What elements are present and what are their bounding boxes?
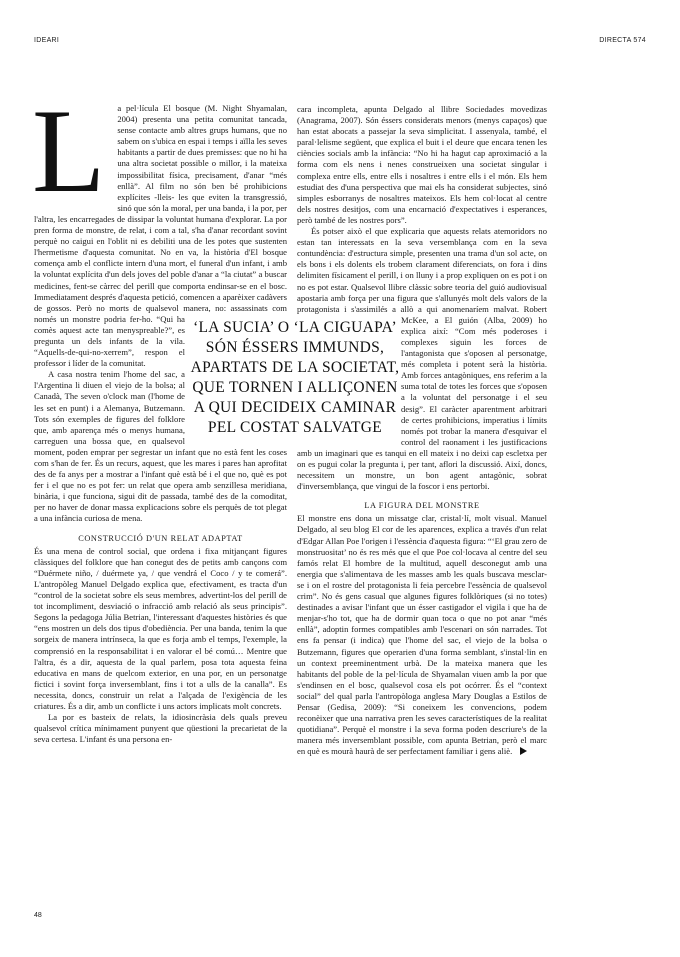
paragraph-text: El monstre ens dona un missatge clar, cristal·lí, molt visual. Manuel Delgado, al seu blog El cor de les aparences, explica a través d'un relat d'Edgar Allan Poe l'origen i l'essència d'aquesta figura: “‘El grau zero de monstruositat’ no és res més que el que Poe col·locava al centre del seu famós relat El hombre de la multitud, aquell desconegut amb una energia que s'alimentava de les masses amb les quals buscava mesclar-se i on el rostre del protagonista li feia percebre l'essència de qualsevol crim”. No és gens casual que algunes figures folklòriques (si no totes) destinades a avisar l'infant que un ésser castigador el vigila i que ha de menjar-s'ho tot, que ha de dormir quan toca o que no pot anar “més enllà”, adoptin formes compatibles amb l'escenari on són narrades. Tot ens fa pensar (i indica) que l'home del sac, el viejo de la bolsa o Butzemann, figures que operarien d'una forma semblant, s'instal·lin en un context preeminentment urbà. De la mateixa manera que les habitants del poble de la pel·lícula de Shyamalan viuen amb la por que s'endinsen en el bosc, qualsevol cosa els pot ocórrer. És el “context social” del qual parla l'antropòloga anglesa Mary Douglas a Estilos de Pensar (Gedisa, 2009): “Si coneixem les convencions, podem reconèixer que una narrativa pren les seves característiques de la realitat quotidiana”. Perquè el monstre i la seva forma poden descriure's de la manera més inversemblant possible, com apunta Betrian, però el marc en què es mourà haurà de ser perfectament familiar i gens aliè. <box>297 513 547 757</box>
paragraph: a pel·lícula El bosque (M. Night Shyamalan, 2004) presenta una petita comunitat tancada, sense contacte amb altres grups humans, que no sabem on s'ubica en espai i temps i aïlla les seves habitants a partir de dues premisses: que no hi ha una altra societat possible o millor, i la mateixa impossibilitat física, precisament, d'anar “més enllà”. Al film no són ben bé prohibicions explícites -lleis- les que eviten la transgressió, sinó que són la moral, per una banda, i la por, per l'altra, les encarregades de dissipar la voluntat humana d'explorar. La por pren forma de monstre, de relat, i com a tal, s'ha d'anar recordant sovint perquè no caigui en l'oblit ni es debiliti una de les potes que sustenten l'hermetisme d'aquesta comunitat. No en va, la història d'El bosque comença amb el conflicte intern d'una mort, el funeral d'un infant, i amb la voluntat explícita d'un dels joves del poble d'anar a “la ciutat” a buscar medicines, fent-se càrrec del perill que comporta endinsar-se en el bosc. Immediatament després d'aquesta petició, comencen a aparèixer cadàvers de gossos. Però no morts de qualsevol manera, no: assassinats com només un monstre podria fer-ho. “Qui ha comès aquest acte tan menyspreable?”, es pregunta un dels infants de la vila. “Aquells-de-qui-no-xerrem”, respon el professor i líder de la comunitat. <box>34 103 287 369</box>
paragraph: És una mena de control social, que ordena i fixa mitjançant figures clàssiques del folklore que han conegut des de petits amb cançons com “Duérmete niño, / duérmete ya, / que vendrá el Coco / y te comerá”. L'antropòleg Manuel Delgado explica que, efectivament, es tracta d'un “control de la societat sobre els seus membres, advertint-los del perill de tot incompliment, desviació o infracció amb relació als seus principis”. Segons la pedagoga Júlia Betrian, l'interessant d'aquestes històries és que “ens mostren un dels dos tipus d'obediència. Per una banda, tenim la que sorgeix de manera intrínseca, la que es forja amb el temps, l'exemple, la comprensió en la responsabilitat i en valorar el bé comú… Mentre que l'altra, és a dir, aquesta de la qual parlem, posa tota aquesta feina educativa en mans de quelcom exterior, en una por, en un personatge fictici i sovint força inversemblant, fins i tot a ulls de la canalla”. Es necessita, doncs, construir un relat a l'alçada de l'exigència de les criatures. És a dir, amb un conflicte i uns actors implicats molt concrets. <box>34 545 287 711</box>
paragraph: cara incompleta, apunta Delgado al llibre Sociedades movedizas (Anagrama, 2007). Són éssers considerats menors (menys capaços) que han estat abocats a passejar la seva simplicitat. I assenyala, també, el paral·lelisme següent, que explica el buit i el deure que encara tenen les ciències socials amb la infància: “No hi ha hagut cap aproximació a la forma com els nens i nenes construeixen una societat singular i complexa entre ells, entre ells i nosaltres i entre ells i el món. Els hem estudiat des d'una perspectiva que mai els ha considerat subjectes, sinó simples esborranys de nosaltres mateixos. Els hem col·locat al centre dels nostres desitjos, com una encarnació d'expectatives i esperances, però també de les nostres pors”. <box>297 104 547 225</box>
end-mark-icon <box>520 747 527 755</box>
paragraph: La por es basteix de relats, la idiosincràsia dels quals preveu qualsevol crítica mínimament punyent que qüestioni la precarietat de la seva certesa. L'infant és una persona en- <box>34 712 287 745</box>
section-heading: CONSTRUCCIÓ D'UN RELAT ADAPTAT <box>78 533 243 543</box>
pull-quote: ‘LA SUCIA’ O ‘LA CIGUAPA’ SÓN ÉSSERS IMMUNDS, APARTATS DE LA SOCIETAT, QUE TORNEN I ALLIÇONEN A QUI DECIDEIX CAMINAR PEL COSTAT SALVATGE <box>190 319 400 436</box>
issue-label: DIRECTA 574 <box>599 37 646 44</box>
section-label: IDEARI <box>34 37 60 44</box>
section-heading: LA FIGURA DEL MONSTRE <box>364 501 480 511</box>
paragraph: A casa nostra tenim l'home del sac, a l'Argentina li diuen el viejo de la bolsa; al Canadà, The seven o'clock man (l'home de les set en punt) i a Alemanya, Butzemann. Tots són exemples de figures del folklore que, amb aparença més o menys humana, carreguen una bossa que, en qualsevol moment, poden emprar per segrestar un infant que no està fent les coses com s'han de fer. És un recurs, aquest, que les mares i pares han aprofitat des de fa anys per a mostrar a l'infant què està bé i el que no, què es pot fer i el que no es pot fer: un relat que opera amb senzillesa meridiana, binària, i que funciona, sigui dit de passada, també des de la comoditat, per no haver de donar massa explicacions sobre els perquès de tot plegat a una infància curiosa de mena. <box>34 369 287 524</box>
running-header <box>34 37 646 51</box>
paragraph <box>297 513 547 757</box>
drop-cap: L <box>32 84 106 217</box>
page-number: 48 <box>34 912 42 919</box>
paragraph: És potser això el que explicaria que aquests relats atemoridors no estan tan interessats en la seva versemblança com en la seva contundència: d'estructura simple, presenten una trama d'un sol acte, on els bons i els dolents els trobem clarament diferenciats, on fora i dins delimiten físicament el perill, i on lluny i a prop expliquen on es pot i on no es pot estar. Qualsevol llibre clàssic sobre teoria del guió audiovisual apostaria amb força per una figura que s'allunyés molt dels valors de la protagonista i s'assimilés a allò a qui anomenaríem malvat. Robert McKee, a El guión (Alba, 2009) ho explica així: “Com més poderoses i complexes siguin les forces de l'antagonista que s'oposen al personatge, més completa i potent serà la història. Amb forces antagòniques, ens referim a la suma total de totes les forces que s'oposen a la voluntat del personatge i el seu desig”. El caràcter aparentment arbitrari de certes prohibicions, imperatius i límits només pot trobar la manera d'esquivar el control del raonament i les justificacions amb un imaginari que es tanqui en ell mateix i no deixi cap escletxa per on es pugui colar la pregunta i, per tant, aflori la discussió. Així, doncs, necessitem un monstre, un bon agent antagònic, sobrat d'inversemblança, que vingui de la foscor i ens pertorbi. <box>297 226 547 492</box>
